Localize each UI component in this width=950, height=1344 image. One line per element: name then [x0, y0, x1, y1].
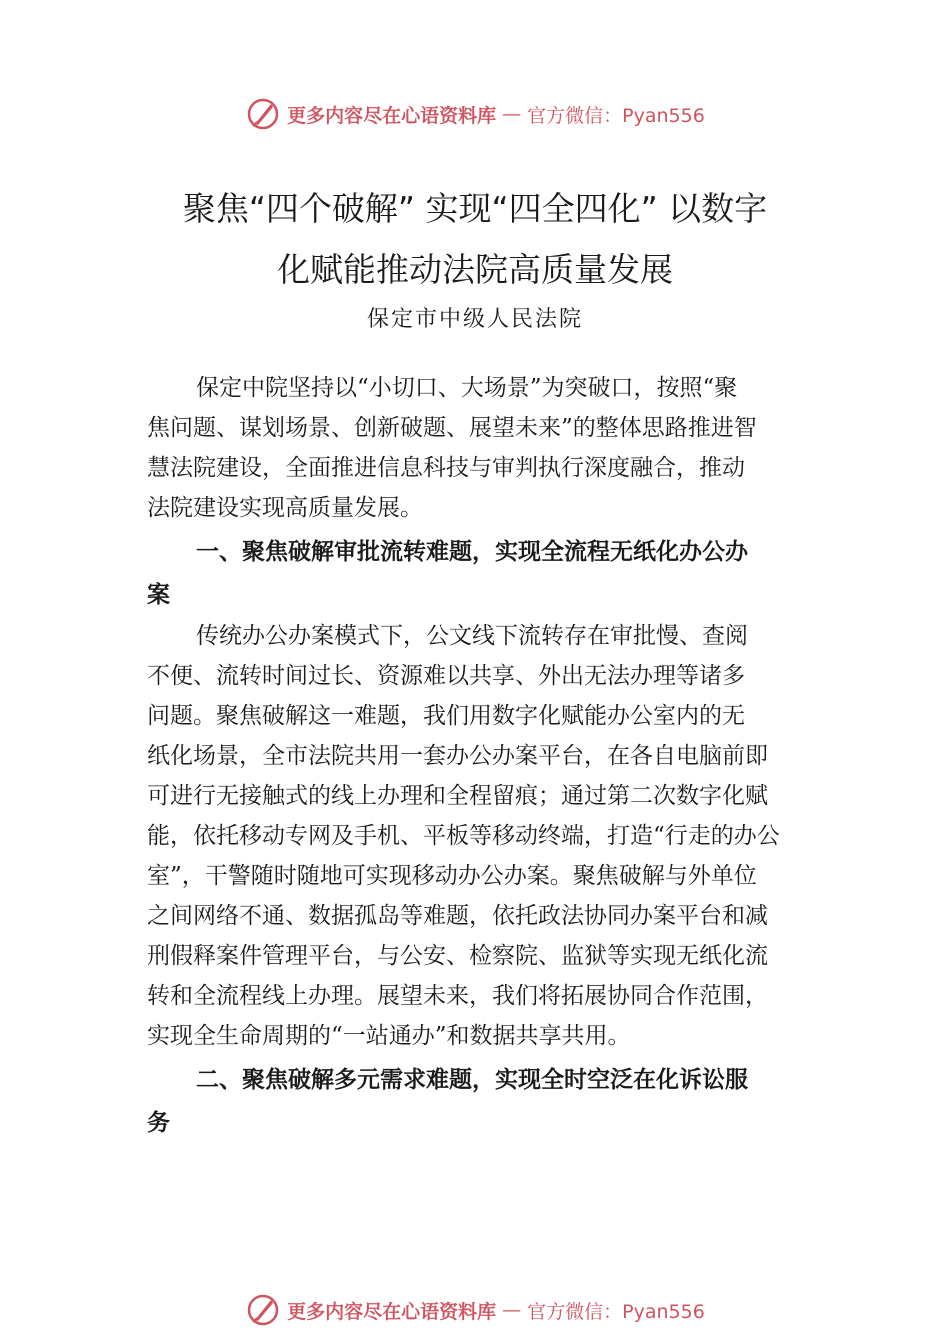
- section-1-body-line: 能，依托移动专网及手机、平板等移动终端，打造“行走的办公: [147, 823, 780, 849]
- watermark-brand: 更多内容尽在心语资料库: [287, 1300, 497, 1323]
- section-2-heading-line: 二、聚焦破解多元需求难题，实现全时空泛在化诉讼服: [196, 1067, 748, 1093]
- section-1-body-line: 纸化场景，全市法院共用一套办公办案平台，在各自电脑前即: [147, 743, 768, 769]
- section-1-body-line: 刑假释案件管理平台，与公安、检察院、监狱等实现无纸化流: [147, 943, 768, 969]
- watermark-brand: 更多内容尽在心语资料库: [287, 104, 497, 127]
- document-author: 保定市中级人民法院: [366, 307, 583, 332]
- quill-pen-logo-icon: [245, 96, 281, 132]
- section-1-body-line: 传统办公办案模式下，公文线下流转存在审批慢、查阅: [196, 623, 748, 649]
- section-1-body-line: 转和全流程线上办理。展望未来，我们将拓展协同合作范围，: [147, 983, 768, 1009]
- watermark-separator: —: [502, 1299, 522, 1321]
- section-1-body-line: 之间网络不通、数据孤岛等难题，依托政法协同办案平台和减: [147, 903, 768, 929]
- watermark-contact: 官方微信：Pyan556: [527, 1300, 705, 1323]
- section-1-body-line: 可进行无接触式的线上办理和全程留痕；通过第二次数字化赋: [147, 783, 768, 809]
- section-1-heading-line: 案: [147, 582, 170, 608]
- section-1-body-line: 实现全生命周期的“一站通办”和数据共享共用。: [147, 1023, 631, 1049]
- intro-line: 保定中院坚持以“小切口、大场景”为突破口，按照“聚: [196, 375, 738, 401]
- intro-line: 法院建设实现高质量发展。: [147, 495, 423, 521]
- document-title-line-1: 聚焦“四个破解” 实现“四全四化” 以数字: [182, 189, 768, 228]
- quill-pen-logo-icon: [245, 1292, 281, 1328]
- section-1-body-line: 室”，干警随时随地可实现移动办公办案。聚焦破解与外单位: [147, 863, 757, 889]
- section-2-heading-line: 务: [147, 1110, 170, 1136]
- section-1-body-line: 不便、流转时间过长、资源难以共享、外出无法办理等诸多: [147, 663, 745, 689]
- intro-line: 焦问题、谋划场景、创新破题、展望未来”的整体思路推进智: [147, 415, 757, 441]
- watermark-contact: 官方微信：Pyan556: [527, 104, 705, 127]
- document-title-line-2: 化赋能推动法院高质量发展: [277, 250, 673, 289]
- watermark-bottom: [0, 1290, 950, 1330]
- section-1-heading-line: 一、聚焦破解审批流转难题，实现全流程无纸化办公办: [196, 539, 748, 565]
- watermark-top: [0, 94, 950, 134]
- intro-line: 慧法院建设，全面推进信息科技与审判执行深度融合，推动: [147, 455, 745, 481]
- watermark-separator: —: [502, 103, 522, 125]
- section-1-body-line: 问题。聚焦破解这一难题，我们用数字化赋能办公室内的无: [147, 703, 745, 729]
